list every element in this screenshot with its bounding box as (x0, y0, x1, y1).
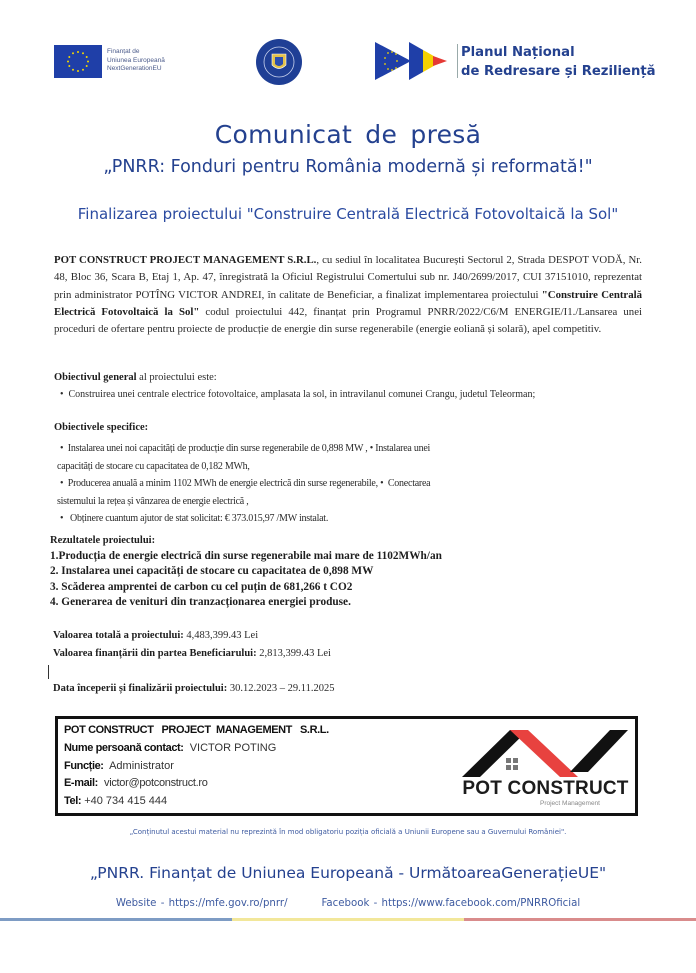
general-objective-label: Obiectivul general (54, 372, 137, 383)
specific-objectives-list (57, 440, 530, 528)
romanian-government-seal-icon (256, 39, 302, 85)
intro-text: , cu sediul în localitatea București Sectorul 2, Strada DESPOT VODĂ, Nr. 48, Bloc 36, Scara B, Etaj 1, Ap. 47, înregistrată la Oficiul Registrului Comertului sub nr. J40/2699/2017, CUI 37151010, reprezentat prin administrator POTÎNG VICTOR ANDREI, în calitate de Beneficiar, a finalizat implementarea proiectului (54, 254, 642, 301)
contact-role-label: Funcție: (64, 759, 104, 772)
project-dates-row (53, 683, 334, 694)
objective-text: Producerea anuală a minim 1102 MWh de energie electrică din surse regenerabile, (67, 478, 378, 489)
general-objective-text: Construirea unei centrale electrice fotovoltaice, amplasata la sol, in intravilanul comunei Crangu, judetul Teleorman; (68, 389, 536, 400)
project-title: Finalizarea proiectului "Construire Centrală Electrică Fotovoltaică la Sol" (77, 205, 619, 223)
general-objective-heading (54, 372, 217, 383)
list-item-continuation: sistemului la rețea și vânzarea de energie electrică , (57, 495, 249, 507)
facebook-link[interactable]: Facebook - https://www.facebook.com/PNRROficial (321, 898, 581, 909)
footer-slogan: „PNRR. Finanțat de Uniunea Europeană - UrmătoareaGenerațieUE" (89, 864, 607, 882)
disclaimer: „Conținutul acestui material nu reprezintă în mod obligatoriu poziția oficială a Uniunii Europene sau a Guvernului României". (129, 828, 567, 836)
objective-text: Instalarea unei (375, 443, 431, 454)
contact-person-label: Nume persoană contact: (64, 741, 184, 754)
eu-label-line: Finanțat de (107, 48, 140, 55)
objective-text: Instalarea unei noi capacități de producție din surse regenerabile de 0,898 MW , (67, 443, 368, 454)
list-item-continuation: capacități de stocare cu capacitatea de 0,182 MWh, (57, 460, 250, 472)
pot-construct-logo-subtitle: Project Management (540, 800, 600, 807)
bullet-icon: • (60, 443, 68, 454)
contact-person-row (64, 740, 329, 758)
eu-funding-label (107, 48, 165, 74)
company-name: POT CONSTRUCT PROJECT MANAGEMENT S.R.L. (54, 254, 317, 266)
pnrr-arrows-icon (375, 40, 455, 82)
eu-flag-icon (54, 45, 102, 78)
logo-divider (457, 44, 458, 78)
contact-phone-value: +40 734 415 444 (84, 795, 168, 808)
financing-value-label: Valoarea finanțării din partea Beneficiarului: (53, 648, 257, 659)
general-objective-label-rest: al proiectului este: (136, 372, 217, 383)
website-link[interactable]: Website - https://mfe.gov.ro/pnrr/ (115, 898, 288, 909)
tricolor-divider (0, 918, 696, 921)
bullet-icon: • (60, 389, 69, 400)
contact-role-value: Administrator (109, 759, 174, 772)
total-value-label: Valoarea totală a proiectului: (53, 630, 184, 641)
pnrr-title-line: Planul Național (461, 45, 575, 60)
tricolor-blue (0, 918, 232, 921)
tricolor-yellow (232, 918, 464, 921)
total-value-row (53, 630, 258, 641)
financing-value: 2,813,399.43 Lei (259, 648, 331, 659)
list-item (60, 510, 530, 528)
pnrr-logo-title (461, 43, 656, 81)
project-name: "Construire Centrală Electrică Fotovoltaică la Sol" (54, 288, 643, 318)
contact-email-row (64, 775, 329, 793)
bullet-icon: • (60, 478, 68, 489)
contact-email-label: E-mail: (64, 777, 98, 790)
result-item: 2. Instalarea unei capacități de stocare cu capacitatea de 0,898 MW (50, 565, 374, 577)
footer-links (0, 898, 696, 909)
contact-company: POT CONSTRUCT PROJECT MANAGEMENT S.R.L. (64, 724, 329, 736)
results-section (50, 533, 610, 611)
total-value: 4,483,399.43 Lei (186, 630, 259, 641)
bullet-icon: • (369, 443, 376, 454)
list-item (60, 475, 530, 493)
objective-text: Obținere cuantum ajutor de stat solicitat: € 373.015,97 /MW instalat. (70, 513, 329, 524)
eu-label-line: NextGenerationEU (107, 65, 162, 72)
contact-role-row (64, 758, 329, 776)
text-cursor (48, 665, 49, 679)
general-objective-item (60, 389, 660, 400)
financing-value-row (53, 648, 331, 659)
specific-objectives-heading: Obiectivele specifice: (54, 422, 149, 433)
contact-phone-row (64, 793, 329, 811)
project-dates-label: Data începerii și finalizării proiectului: (53, 683, 228, 694)
contact-person-value: VICTOR POTING (189, 741, 277, 754)
bullet-icon: • (60, 513, 71, 524)
bullet-icon: • (380, 478, 388, 489)
intro-text: codul proiectului 442, finanțat prin Programul PNRR/2022/C6/M ENERGIE/I1./Lansarea unei proceduri de ofertare pentru proiecte de producție de energie din surse regenerabile (energie eoliană și solară), apel competitiv. (54, 305, 642, 336)
page-title: Comunicat de presă (214, 120, 482, 149)
contact-phone-label: Tel: (64, 795, 82, 808)
pot-construct-logo-name: POT CONSTRUCT (462, 778, 629, 799)
result-item: 1.Producția de energie electrică din surse regenerabile mai mare de 1102MWh/an (50, 549, 442, 562)
list-item (60, 440, 530, 458)
results-heading: Rezultatele proiectului: (50, 535, 156, 546)
contact-email-link[interactable]: victor@potconstruct.ro (104, 777, 208, 790)
result-item: 3. Scăderea amprentei de carbon cu cel puțin de 681,266 t CO2 (50, 580, 353, 593)
eu-label-line: Uniunea Europeană (107, 56, 165, 64)
intro-paragraph (54, 252, 642, 338)
tricolor-red (464, 918, 696, 921)
project-dates-value: 30.12.2023 – 29.11.2025 (229, 683, 335, 694)
pnrr-title-line: de Redresare și Reziliență (461, 64, 656, 79)
page-subtitle: „PNRR: Fonduri pentru România modernă și reformată!" (103, 157, 593, 177)
objective-text: Conectarea (387, 478, 431, 489)
result-item: 4. Generarea de venituri din tranzacționarea energiei produse. (50, 596, 351, 608)
contact-details (64, 722, 329, 811)
